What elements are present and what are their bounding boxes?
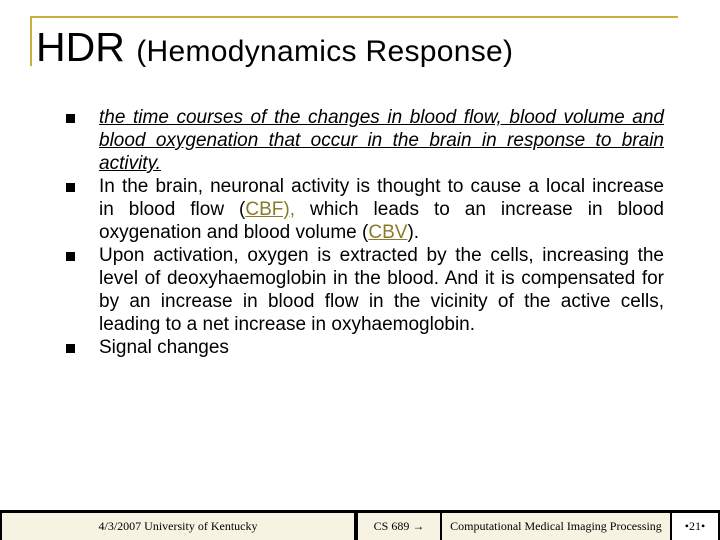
bullet-list bbox=[66, 106, 664, 359]
bullet-text: CBF), bbox=[245, 199, 295, 220]
footer-bar bbox=[0, 510, 720, 540]
footer-topic-box bbox=[442, 513, 670, 540]
bullet-text: ). bbox=[407, 222, 420, 243]
bullet-text: In the brain, neuronal activity is thought to cause a local increase in blood flow ( bbox=[99, 176, 664, 220]
page-number: •21• bbox=[684, 519, 706, 533]
bullet-item bbox=[66, 336, 664, 359]
square-bullet-icon bbox=[66, 344, 75, 353]
footer-course-box bbox=[358, 513, 440, 540]
footer-date-org: 4/3/2007 University of Kentucky bbox=[98, 519, 258, 533]
footer-page-box bbox=[672, 513, 718, 540]
bullet-item bbox=[66, 244, 664, 336]
footer-date-org-box bbox=[2, 513, 354, 540]
footer-course: CS 689 → bbox=[373, 519, 425, 533]
square-bullet-icon bbox=[66, 252, 75, 261]
slide-title-paren: (Hemodynamics Response) bbox=[136, 35, 514, 68]
title-frame-top-rule bbox=[30, 16, 678, 18]
bullet-text: the time courses of the changes in blood flow, blood volume and blood oxygenation that occur in the brain in response to brain activity. bbox=[99, 107, 664, 174]
square-bullet-icon bbox=[66, 183, 75, 192]
bullet-text: Upon activation, oxygen is extracted by the cells, increasing the level of deoxyhaemoglobin in the blood. And it is compensated for by an increase in blood flow in the vicinity of the active cells, leading to a net increase in oxyhaemoglobin. bbox=[99, 245, 664, 335]
bullet-text: Signal changes bbox=[99, 337, 229, 358]
bullet-item bbox=[66, 106, 664, 175]
footer-topic: Computational Medical Imaging Processing bbox=[450, 519, 662, 533]
bullet-item bbox=[66, 175, 664, 244]
bullet-text: CBV bbox=[368, 222, 408, 243]
slide-title-main: HDR bbox=[36, 24, 125, 70]
square-bullet-icon bbox=[66, 114, 75, 123]
title-frame-left-rule bbox=[30, 16, 32, 66]
slide-title bbox=[36, 22, 513, 77]
bullet-text: which leads to an increase in blood oxygenation and blood volume ( bbox=[99, 199, 664, 243]
